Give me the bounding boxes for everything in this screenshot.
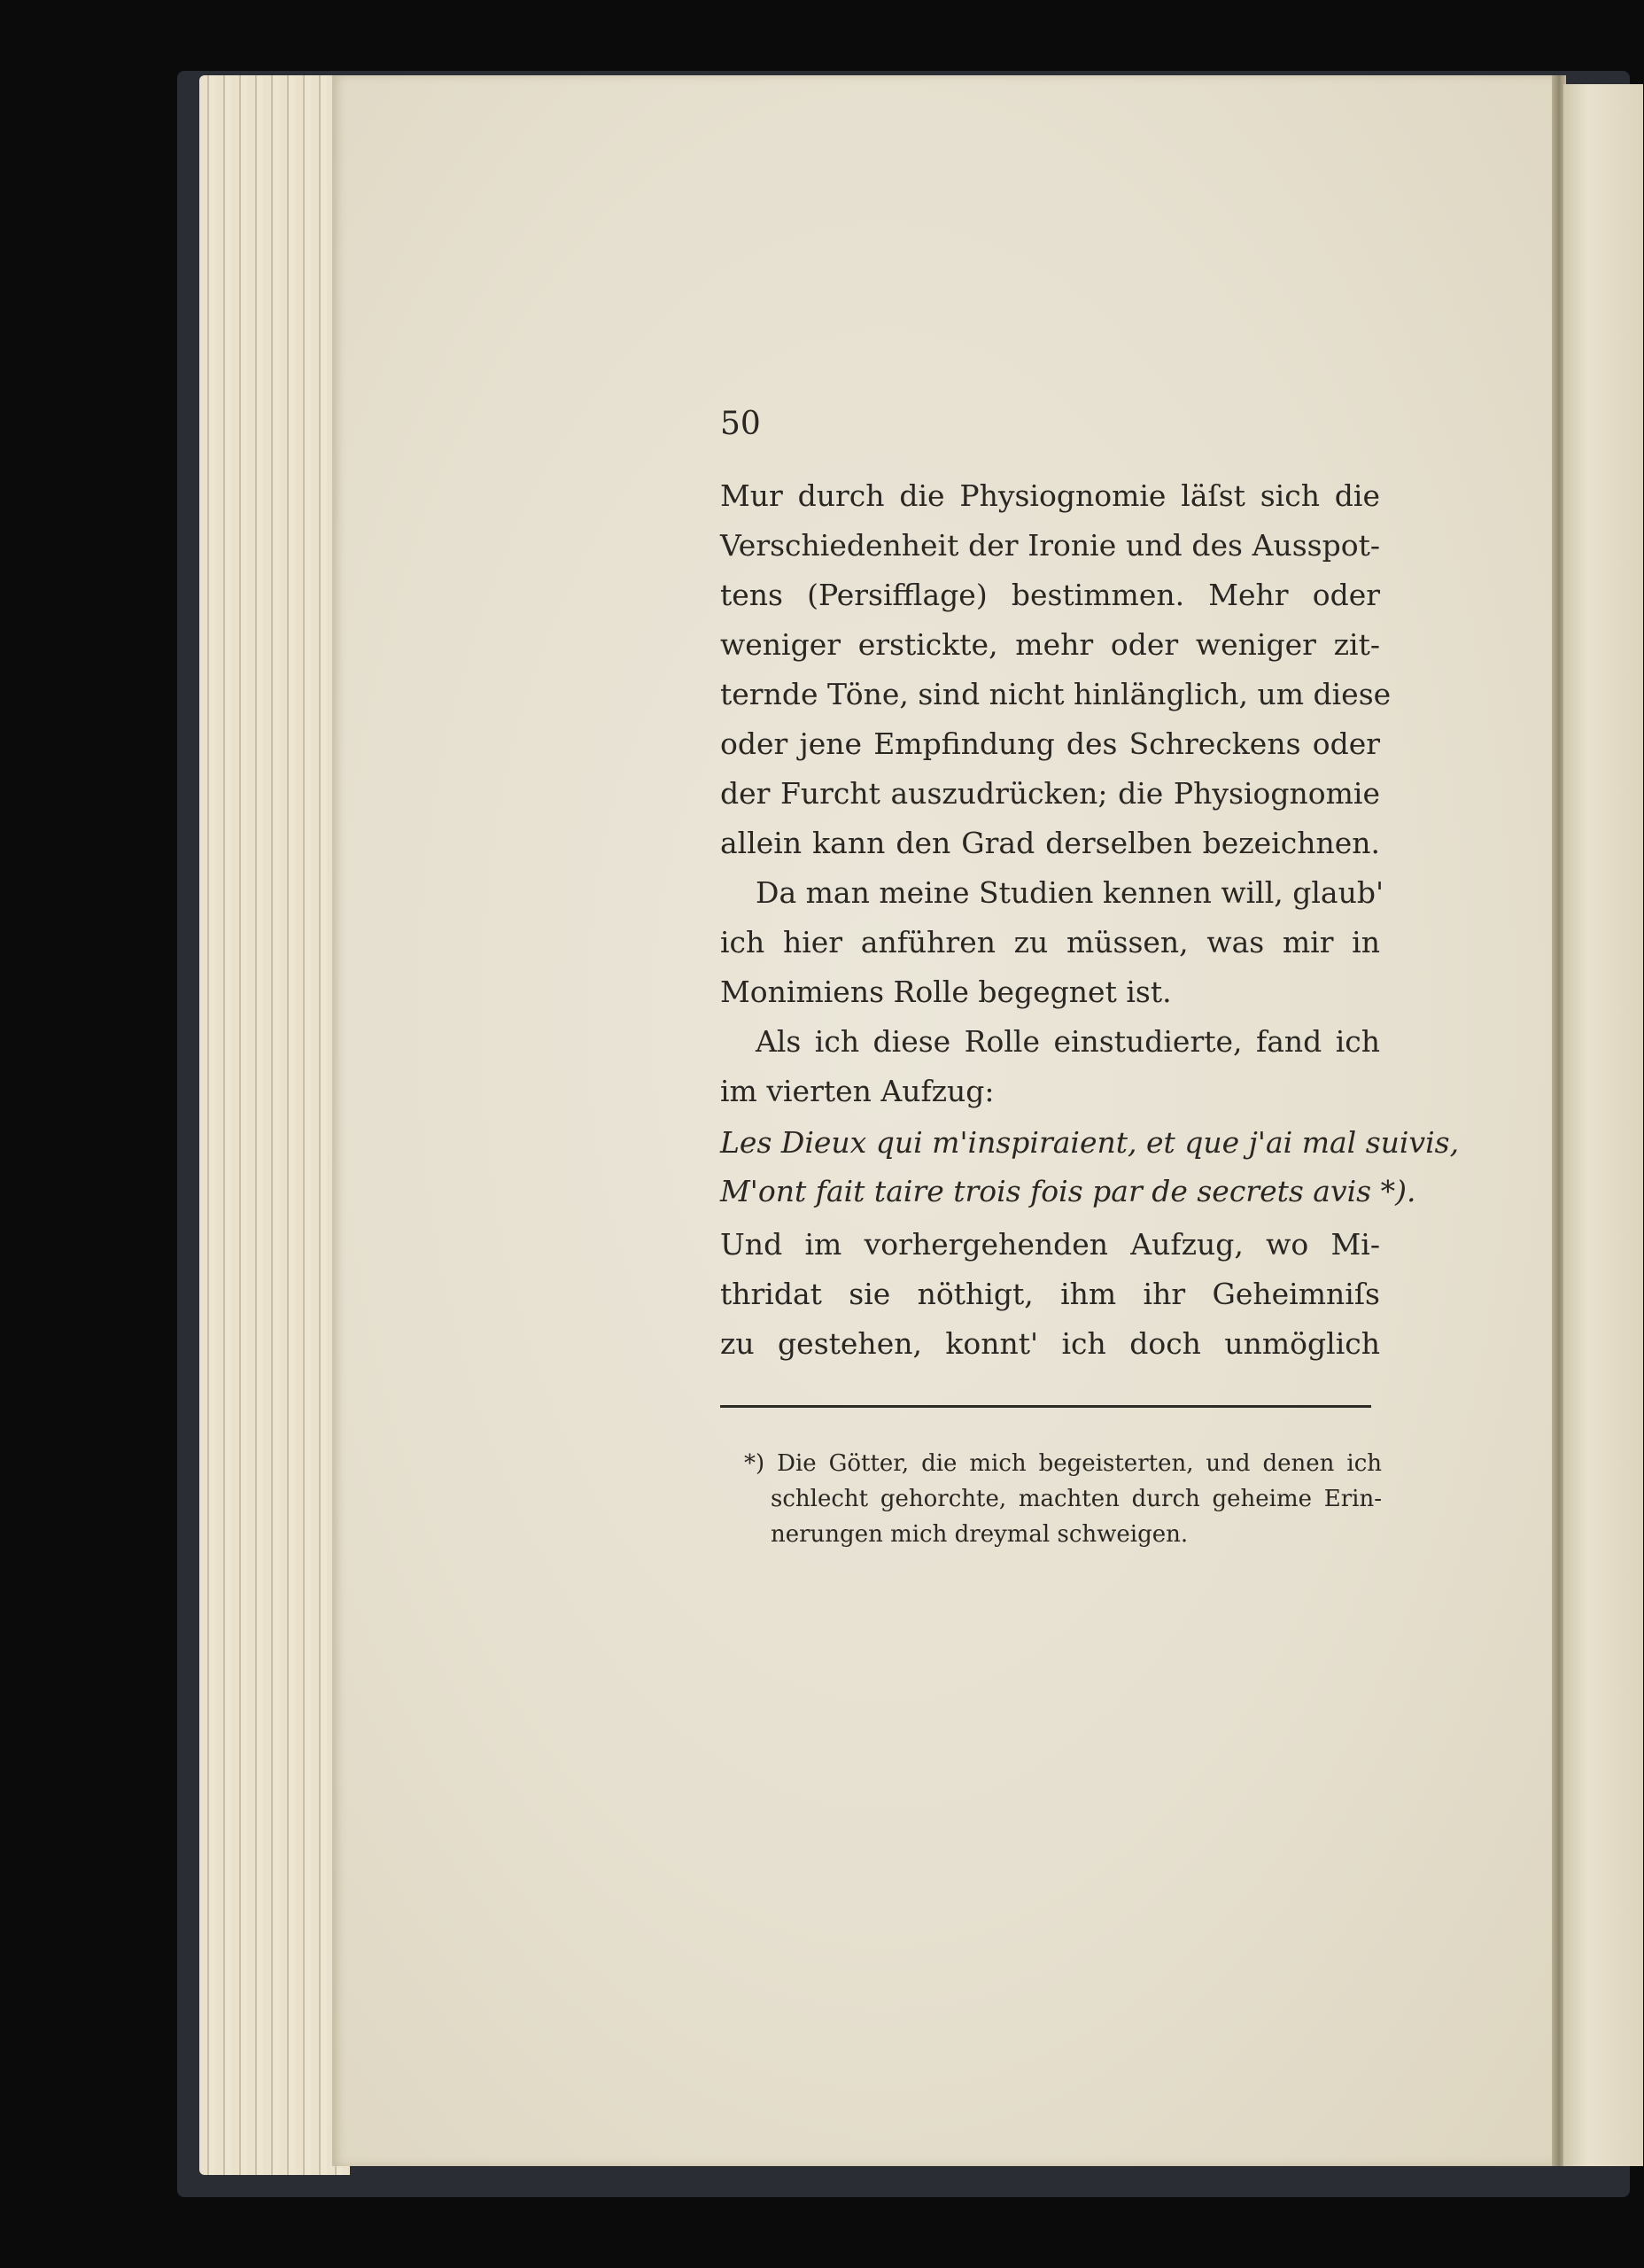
facing-page-edge [1563,84,1643,2166]
book-page [332,75,1559,2166]
quote-line: Les Dieux qui m'inspiraient, et que j'ai mal suivis, [720,1125,1460,1160]
body-line: weniger erstickte, mehr oder weniger zit- [720,627,1380,662]
body-line: Monimiens Rolle begegnet ist. [720,975,1172,1009]
body-line: im vierten Aufzug: [720,1074,995,1108]
footnote-rule [720,1405,1371,1408]
body-line: oder jene Empfindung des Schreckens oder [720,726,1380,761]
body-line: ternde Töne, sind nicht hinlänglich, um diese [720,677,1392,711]
body-line: thridat sie nöthigt, ihm ihr Geheimniſs [720,1277,1380,1311]
body-line: Mur durch die Physiognomie läſst sich die [720,478,1380,513]
quote-line: M'ont fait taire trois fois par de secrets avis *). [720,1174,1416,1208]
page-edges [199,75,350,2175]
body-line: Als ich diese Rolle einstudierte, fand ich [756,1024,1380,1059]
body-line: der Furcht auszudrücken; die Physiognomie [720,776,1380,811]
footnote-line: nerungen mich dreymal schweigen. [771,1521,1189,1548]
body-line: Und im vorhergehenden Aufzug, wo Mi- [720,1227,1380,1262]
page-number: 50 [720,406,761,442]
body-line: Da man meine Studien kennen will, glaub' [756,875,1384,910]
footnote-line: *) Die Götter, die mich begeisterten, und denen ich [744,1450,1382,1477]
footnote-line: schlecht gehorchte, machten durch geheime Erin- [771,1486,1382,1512]
body-line: Verschiedenheit der Ironie und des Ausspot- [720,528,1380,563]
body-line: tens (Persifflage) bestimmen. Mehr oder [720,578,1380,612]
body-line: ich hier anführen zu müssen, was mir in [720,925,1380,959]
body-line: zu gestehen, konnt' ich doch unmöglich [720,1326,1380,1361]
body-line: allein kann den Grad derselben bezeichnen. [720,826,1380,860]
